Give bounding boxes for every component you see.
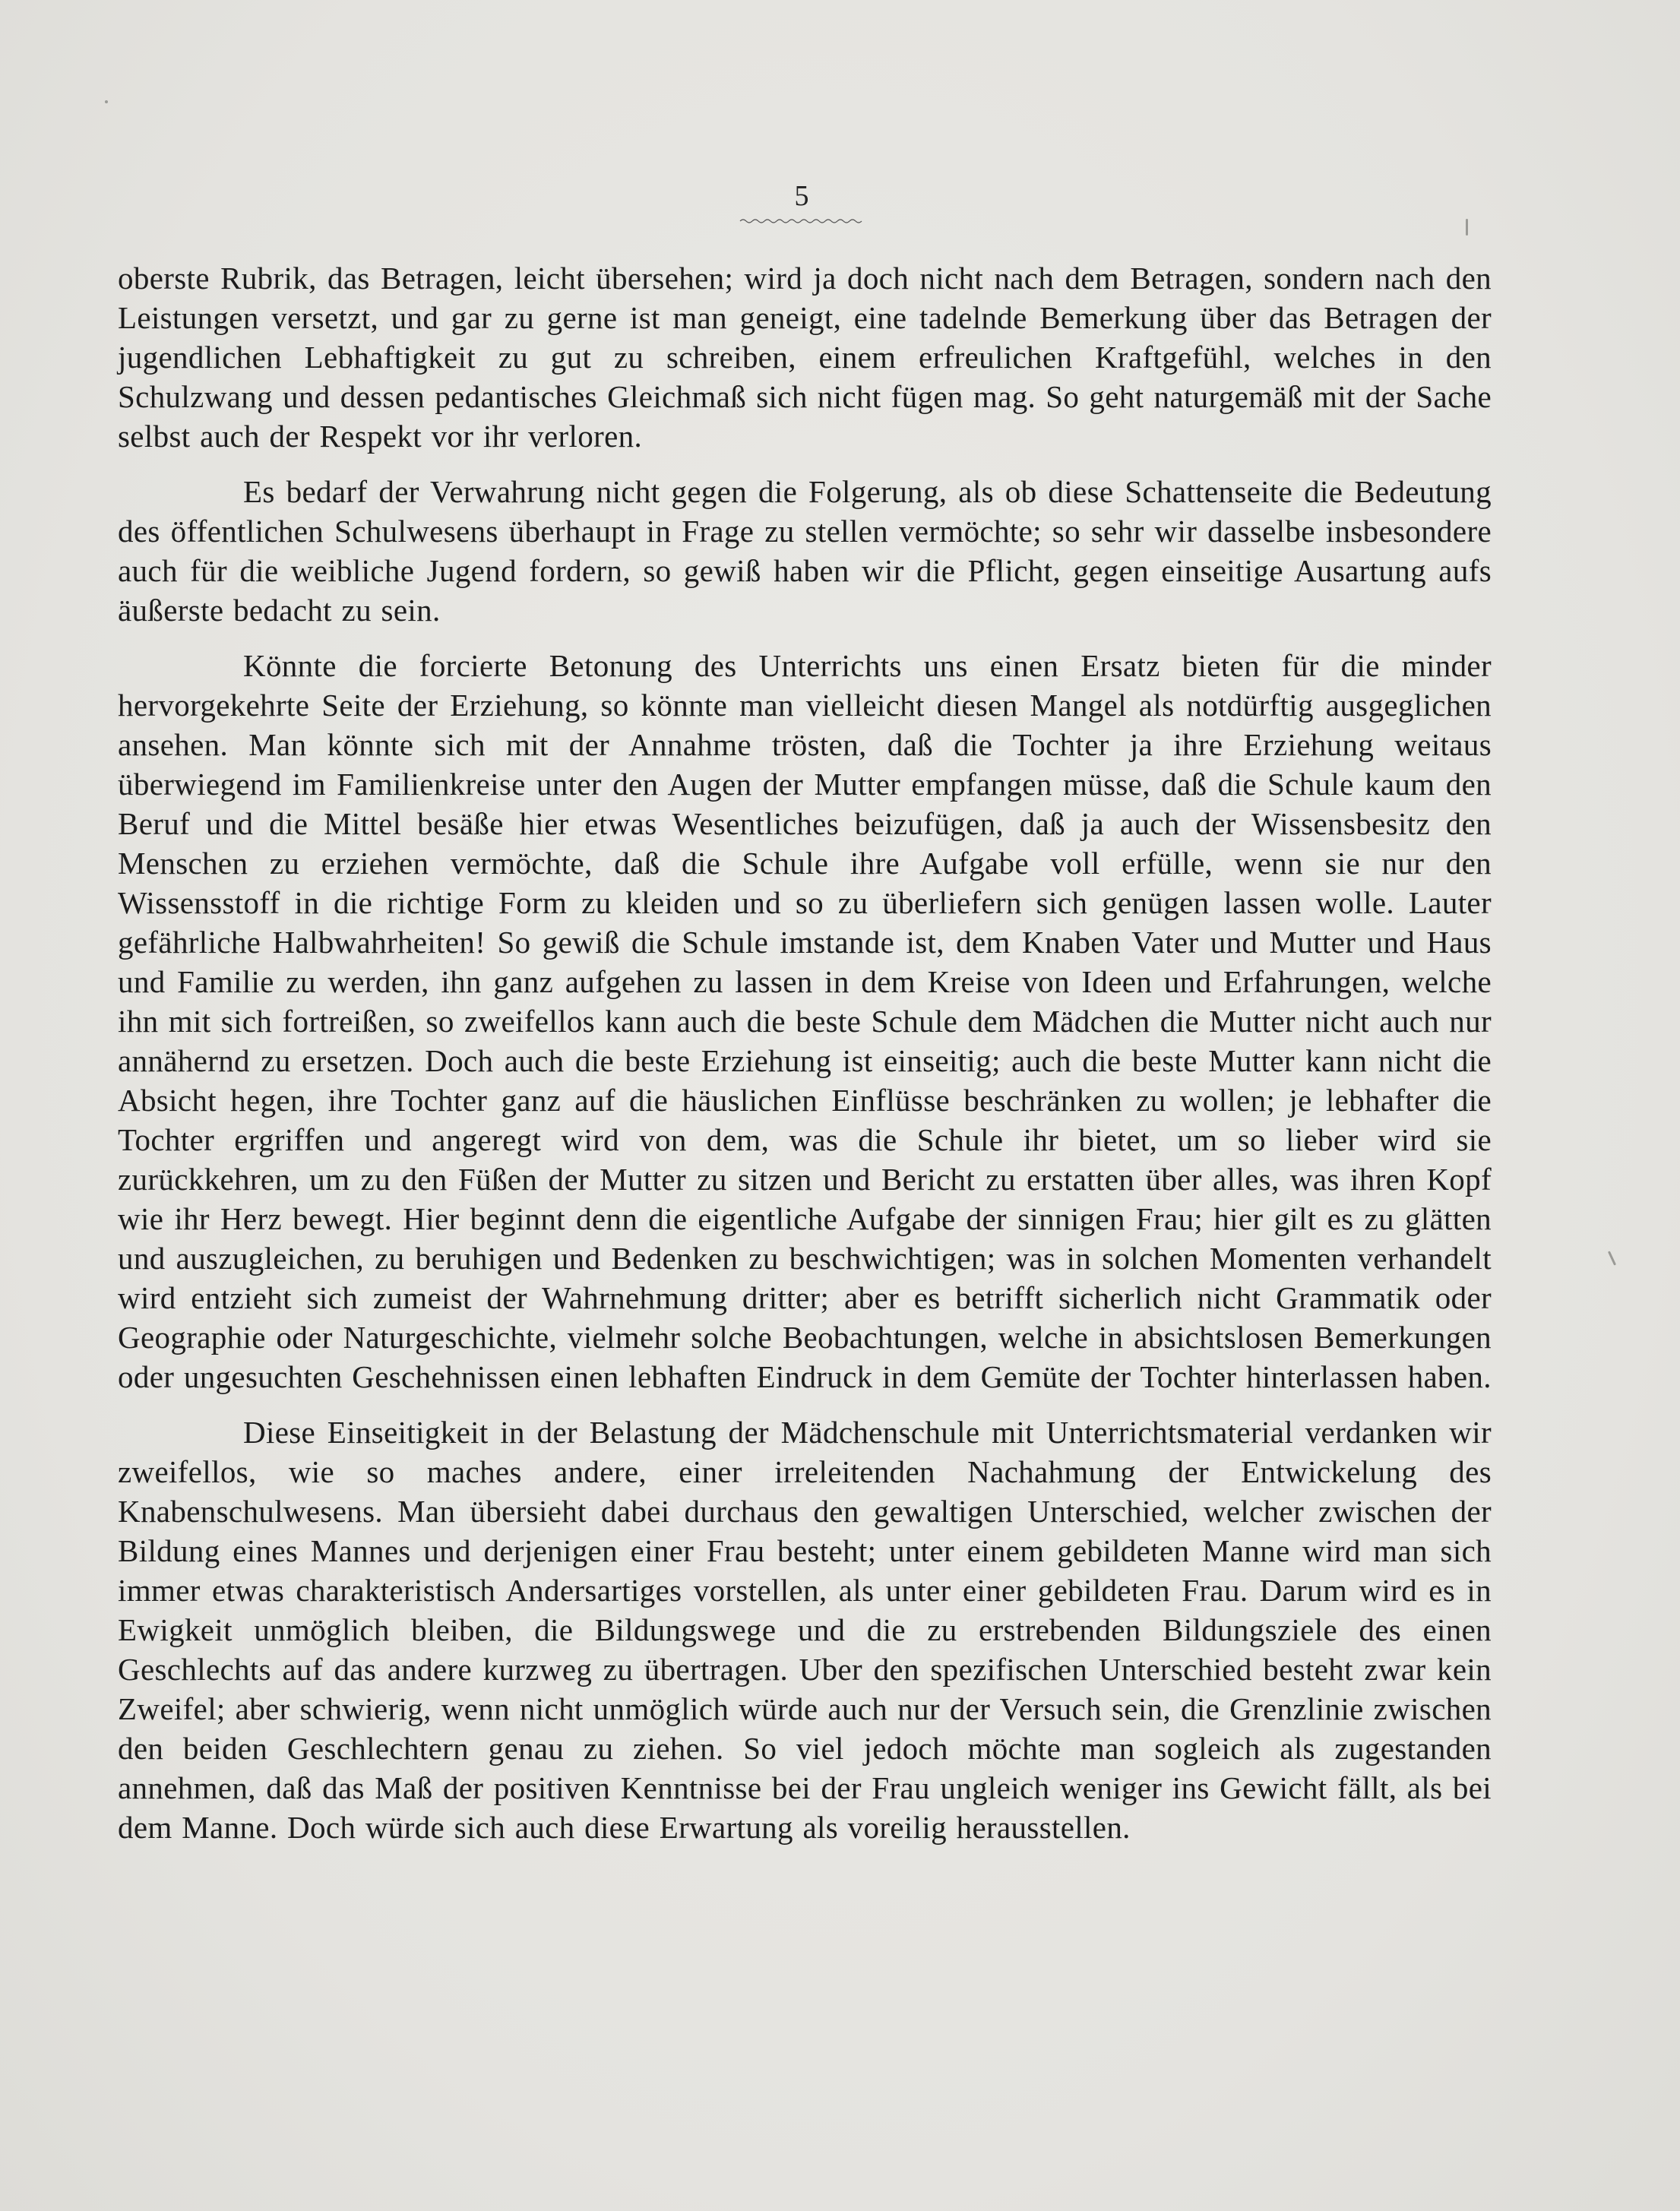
scan-speck (1608, 1251, 1616, 1265)
paragraph-2: Es bedarf der Verwahrung nicht gegen die Folgerung, als ob diese Schattenseite die Bedeutung des öffentlichen Schulwesens überhaupt in Frage zu stellen vermöchte; so sehr wir dasselbe insbesondere auch für die weibliche Jugend fordern, so gewiß haben wir die Pflicht, gegen einseitige Ausartung aufs äußerste bedacht zu sein. (118, 474, 1492, 628)
page-number: 5 (794, 180, 809, 212)
paragraph-3: Könnte die forcierte Betonung des Unterrichts uns einen Ersatz bieten für die minder hervorgekehrte Seite der Erziehung, so könnte man vielleicht diesen Mangel als notdürftig ausgeglichen ansehen. Man könnte sich mit der Annahme trösten, daß die Tochter ja ihre Erziehung weitaus überwiegend im Familienkreise unter den Augen der Mutter empfangen müsse, daß die Schule kaum den Beruf und die Mittel besäße hier etwas Wesentliches beizufügen, daß ja auch der Wissensbesitz den Menschen zu erziehen vermöchte, daß die Schule ihre Aufgabe voll erfülle, wenn sie nur den Wissensstoff in die richtige Form zu kleiden und so zu überliefern sich genügen lassen wolle. Lauter gefährliche Halbwahrheiten! So gewiß die Schule imstande ist, dem Knaben Vater und Mutter und Haus und Familie zu werden, ihn ganz aufgehen zu lassen in dem Kreise von Ideen und Erfahrungen, welche ihn mit sich fortreißen, so zweifellos kann auch die beste Schule dem Mädchen die Mutter nicht auch nur annähernd zu ersetzen. Doch auch die beste Erziehung ist einseitig; auch die beste Mutter kann nicht die Absicht hegen, ihre Tochter ganz auf die häuslichen Einflüsse beschränken zu wollen; je lebhafter die Tochter ergriffen und angeregt wird von dem, was die Schule ihr bietet, um so lieber wird sie zurückkehren, um zu den Füßen der Mutter zu sitzen und Bericht zu erstatten über alles, was ihren Kopf wie ihr Herz bewegt. Hier beginnt denn die eigentliche Aufgabe der sinnigen Frau; hier gilt es zu glätten und auszugleichen, zu beruhigen und Bedenken zu beschwichtigen; was in solchen Momenten verhandelt wird entzieht sich zumeist der Wahrnehmung dritter; aber es betrifft sicherlich nicht Grammatik oder Geographie oder Naturgeschichte, vielmehr solche Beobachtungen, welche in absichtslosen Bemerkungen oder ungesuchten Geschehnissen einen lebhaften Eindruck in dem Gemüte der Tochter hinterlassen haben. (118, 648, 1492, 1394)
scan-speck (1466, 219, 1468, 236)
paragraph-4: Diese Einseitigkeit in der Belastung der Mädchenschule mit Unterrichtsmaterial verdanken wir zweifellos, wie so maches andere, einer irreleitenden Nachahmung der Entwickelung des Knabenschulwesens. Man übersieht dabei durchaus den gewaltigen Unterschied, welcher zwischen der Bildung eines Mannes und derjenigen einer Frau besteht; unter einem gebildeten Manne wird man sich immer etwas charakteristisch Andersartiges vorstellen, als unter einer gebildeten Frau. Darum wird es in Ewigkeit unmöglich bleiben, die Bildungswege und die zu erstrebenden Bildungsziele des einen Geschlechts auf das andere kurzweg zu übertragen. Uber den spezifischen Unterschied besteht zwar kein Zweifel; aber schwierig, wenn nicht unmöglich würde auch nur der Versuch sein, die Grenzlinie zwischen den beiden Geschlechtern genau zu ziehen. So viel jedoch möchte man sogleich als zugestanden annehmen, daß das Maß der positiven Kenntnisse bei der Frau ungleich weniger ins Gewicht fällt, als bei dem Manne. Doch würde sich auch diese Erwartung als voreilig herausstellen. (118, 1415, 1492, 1845)
paragraph-1: oberste Rubrik, das Betragen, leicht übersehen; wird ja doch nicht nach dem Betragen, sondern nach den Leistungen versetzt, und gar zu gerne ist man geneigt, eine tadelnde Bemerkung über das Betragen der jugendlichen Lebhaftigkeit zu gut zu schreiben, einem erfreulichen Kraftgefühl, welches in den Schulzwang und dessen pedantisches Gleichmaß sich nicht fügen mag. So geht naturgemäß mit der Sache selbst auch der Respekt vor ihr verloren. (118, 261, 1492, 454)
scan-speck (105, 100, 108, 103)
body-text (118, 258, 1492, 1863)
page-number-ornament (739, 217, 865, 225)
